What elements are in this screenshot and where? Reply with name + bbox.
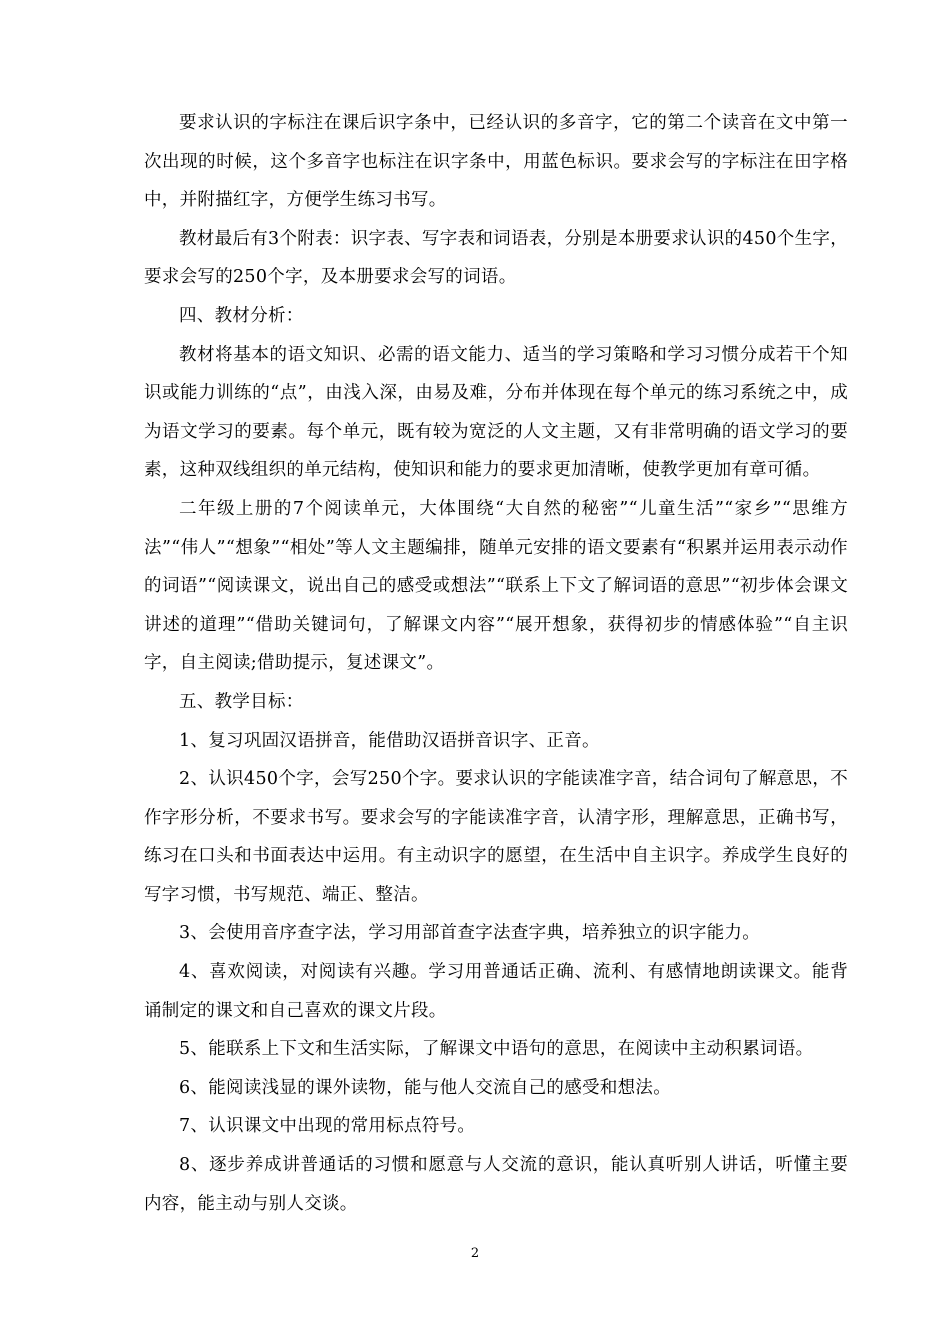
paragraph-identify-characters: 要求认识的字标注在课后识字条中，已经认识的多音字，它的第二个读音在文中第一次出现的时候，这个多音字也标注在识字条中，用蓝色标识。要求会写的字标注在田字格中，并附描红字，方便学生练习书写。 <box>144 113 848 211</box>
section-heading-material-analysis: 四、教材分析： <box>179 305 304 326</box>
section-heading-teaching-goals: 五、教学目标： <box>179 691 304 712</box>
goal-item-2: 2、认识450个字，会写250个字。要求认识的字能读准字音，结合词句了解意思，不作字形分析，不要求书写。要求会写的字能读准字音，认清字形，理解意思，正确书写，练习在口头和书面表达中运用。有主动识字的愿望，在生活中自主识字。养成学生良好的写字习惯，书写规范、端正、整洁。 <box>144 769 848 905</box>
document-body <box>144 104 848 1223</box>
goal-item-4: 4、喜欢阅读，对阅读有兴趣。学习用普通话正确、流利、有感情地朗读课文。能背诵制定的课文和自己喜欢的课文片段。 <box>144 962 848 1021</box>
paragraph-material-points: 教材将基本的语文知识、必需的语文能力、适当的学习策略和学习习惯分成若干个知识或能力训练的“点”，由浅入深，由易及难，分布并体现在每个单元的练习系统之中，成为语文学习的要素。每个单元，既有较为宽泛的人文主题，又有非常明确的语文学习的要素，这种双线组织的单元结构，使知识和能力的要求更加清晰，使教学更加有章可循。 <box>144 344 848 481</box>
goal-item-3: 3、会使用音序查字法，学习用部首查字法查字典，培养独立的识字能力。 <box>179 923 761 944</box>
paragraph-appendix-tables: 教材最后有3个附表：识字表、写字表和词语表，分别是本册要求认识的450个生字，要求会写的250个字，及本册要求会写的词语。 <box>144 228 848 288</box>
goal-item-1: 1、复习巩固汉语拼音，能借助汉语拼音识字、正音。 <box>179 730 600 751</box>
goal-item-6: 6、能阅读浅显的课外读物，能与他人交流自己的感受和想法。 <box>179 1077 672 1098</box>
goal-item-8: 8、逐步养成讲普通话的习惯和愿意与人交流的意识，能认真听别人讲话，听懂主要内容，能主动与别人交谈。 <box>144 1155 848 1214</box>
page-number: 2 <box>470 1246 480 1261</box>
paragraph-reading-units: 二年级上册的7个阅读单元，大体围绕“大自然的秘密”“儿童生活”“家乡”“思维方法”“伟人”“想象”“相处”等人文主题编排，随单元安排的语文要素有“积累并运用表示动作的词语”“阅读课文，说出自己的感受或想法”“联系上下文了解词语的意思”“初步体会课文讲述的道理”“借助关键词句，了解课文内容”“展开想象，获得初步的情感体验”“自主识字，自主阅读;借助提示，复述课文”。 <box>144 498 848 674</box>
goal-item-5: 5、能联系上下文和生活实际，了解课文中语句的意思，在阅读中主动积累词语。 <box>179 1039 814 1060</box>
goal-item-7: 7、认识课文中出现的常用标点符号。 <box>179 1116 476 1137</box>
